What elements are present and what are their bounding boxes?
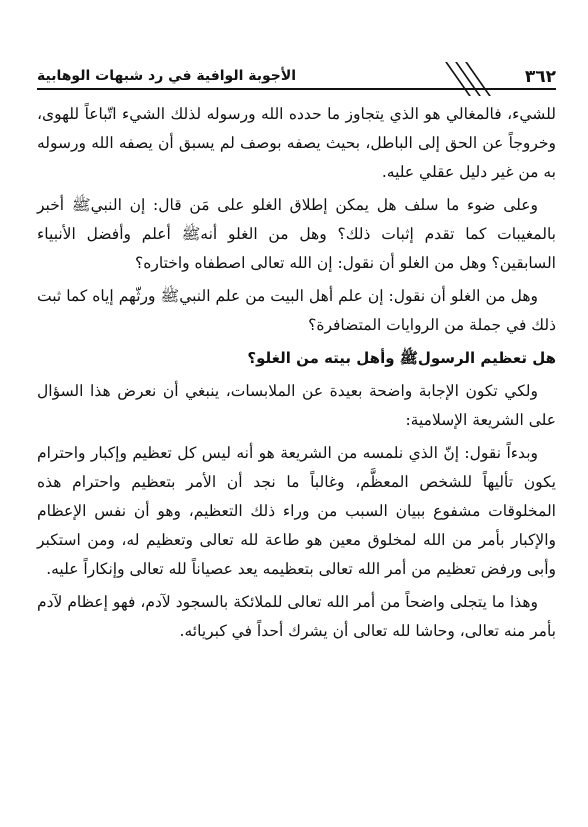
page-body <box>37 100 556 650</box>
paragraph: وهل من الغلو أن نقول: إن علم أهل البيت من علم النبيﷺ ورثّهم إياه كما ثبت ذلك في جملة من الروايات المتضافرة؟ <box>37 287 556 334</box>
paragraph: للشيء، فالمغالي هو الذي يتجاوز ما حدده الله ورسوله لذلك الشيء اتّباعاً للهوى، وخروجاً عن الحق إلى الباطل، بحيث يصفه بوصف لم يسبق أن يصفه الله ورسوله به من غير دليل عقلي عليه. <box>37 105 556 181</box>
paragraph: ولكي تكون الإجابة واضحة بعيدة عن الملابسات، ينبغي أن نعرض هذا السؤال على الشريعة الإسلامية: <box>37 382 556 429</box>
paragraph: وهذا ما يتجلى واضحاً من أمر الله تعالى للملائكة بالسجود لآدم، فهو إعظام لآدم بأمر منه تعالى، وحاشا لله تعالى أن يشرك أحداً في كبريائه. <box>37 593 556 640</box>
header-rule <box>37 88 556 90</box>
paragraph: وبدءاً نقول: إنّ الذي نلمسه من الشريعة هو أنه ليس كل تعظيم وإكبار واحترام يكون تأليهاً للشخص المعظَّم، وغالباً ما نجد أن الأمر بتعظيم واحترام هذه المخلوقات مشفوع ببيان السبب من وراء ذلك التعظيم، وهو أن نفس الإعظام والإكبار بأمر من الله لمخلوق معين هو طاعة لله تعالى وتعظيم له، ومن استكبر وأبى ورفض تعظيم من أمر الله تعالى بتعظيمه يعد عصياناً لله تعالى وإنكاراً عليه. <box>37 444 556 578</box>
paragraph: وعلى ضوء ما سلف هل يمكن إطلاق الغلو على مَن قال: إن النبيﷺ أخبر بالمغيبات كما تقدم إثبات ذلك؟ وهل من الغلو أنهﷺ أعلم وأفضل الأنبياء السابقين؟ وهل من الغلو أن نقول: إن الله تعالى اصطفاه واختاره؟ <box>37 196 556 272</box>
section-heading: هل تعظيم الرسولﷺ وأهل بيته من الغلو؟ <box>247 349 556 367</box>
page-header <box>37 62 556 90</box>
running-title: الأجوبة الوافية في رد شبهات الوهابية <box>37 68 297 84</box>
page-number: ٣٦٢ <box>524 67 556 87</box>
